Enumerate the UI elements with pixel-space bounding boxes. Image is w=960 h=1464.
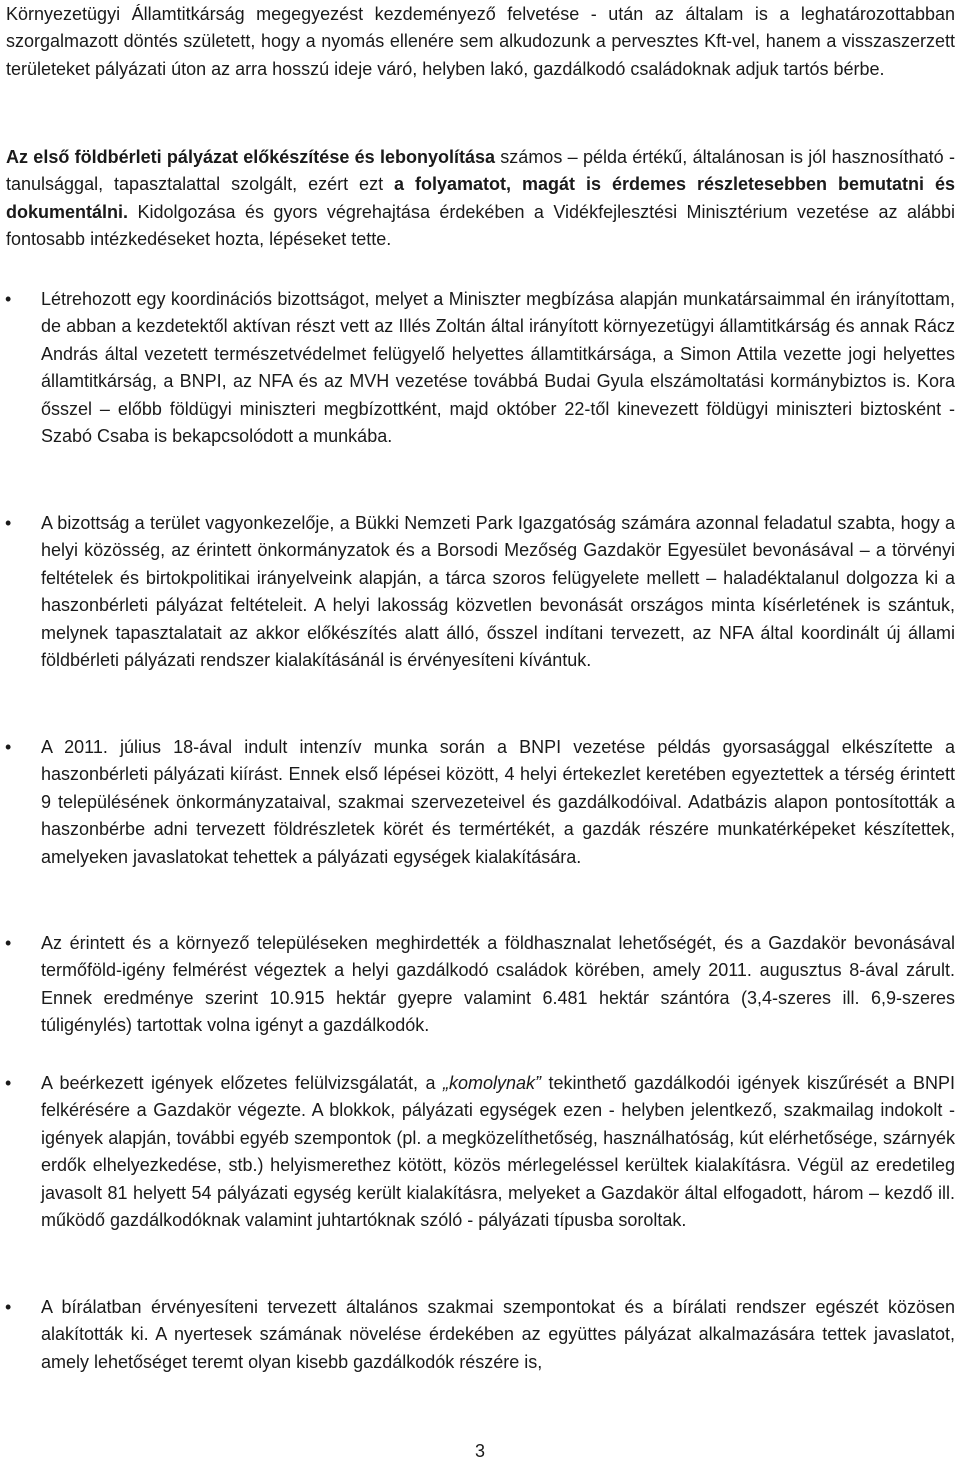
list-item-text <box>41 1070 955 1234</box>
bullet-icon: • <box>5 737 12 757</box>
list-item-text: A bírálatban érvényesíteni tervezett általános szakmai szempontokat és a bírálati rendszer egészét közösen alakították ki. A nyertesek számának növelése érdekében az együttes pályázat alkalmazására tettek javaslatot, amely lehetőséget teremt olyan kisebb gazdálkodók részére is, <box>41 1297 955 1372</box>
list-item <box>6 734 955 871</box>
list-item-text: Létrehozott egy koordinációs bizottságot, melyet a Miniszter megbízása alapján munkatársaimmal én irányítottam, de abban a kezdetektől aktívan részt vett az Illés Zoltán által irányított környezetügyi államtitkárság és annak Rácz András által vezetett természetvédelmet felügyelő helyettes államtitkársága, a Simon Attila vezette jogi helyettes államtitkárság, a BNPI, az NFA és az MVH vezetése továbbá Budai Gyula elszámoltatási kormánybiztos is. Kora ősszel – előbb földügyi miniszteri megbízottként, majd október 22-től kinevezett földügyi miniszteri biztosként - Szabó Csaba is bekapcsolódott a munkába. <box>41 289 955 447</box>
bullet-icon: • <box>5 289 12 309</box>
intro-paragraph: Környezetügyi Államtitkárság megegyezést kezdeményező felvetése - után az általam is a leghatározottabban szorgalmazott döntés született, hogy a nyomás ellenére sem alkudozunk a pervesztes Kft-vel, hanem a visszaszerzett területeket pályázati úton az arra hosszú ideje váró, helyben lakó, gazdálkodó családoknak adjuk tartós bérbe. <box>6 4 955 79</box>
list-item <box>6 286 955 450</box>
list-item-text-rest: tekinthető gazdálkodói igények kiszűrését a BNPI felkérésére a Gazdakör végezte. A blokkok, pályázati egységek ezen - helyben jelentkező, szakmailag indokolt - igények alapján, további egyéb szempontok (pl. a megközelíthetőség, használhatóság, kút elérhetősége, szárnyék erdők elhelyezkedése, stb.) helyismerethez kötött, közös mérlegeléssel kerültek kialakításra. Végül az eredetileg javasolt 81 helyett 54 pályázati egység került kialakításra, melyeket a Gazdakör által elfogadott, három – kezdő ill. működő gazdálkodóknak valamint juhtartóknak szóló - pályázati típusba soroltak. <box>41 1073 955 1231</box>
page-number: 3 <box>474 1441 485 1461</box>
italic-quote: „komolynak” <box>442 1073 542 1093</box>
list-item <box>6 1070 955 1234</box>
bullet-icon: • <box>5 1297 12 1317</box>
bullet-icon: • <box>5 513 12 533</box>
bullet-icon: • <box>5 933 12 953</box>
list-item-text-start: A beérkezett igények előzetes felülvizsgálatát, a <box>41 1073 443 1093</box>
list-item-text: Az érintett és a környező településeken meghirdették a földhasznalat lehetőségét, és a Gazdakör bevonásával termőföld-igény felmérést végeztek a helyi gazdálkodó családok körében, amely 2011. augusztus 8-ával zárult. Ennek eredménye szerint 10.915 hektár gyepre valamint 6.481 hektár szántóra (3,4-szeres ill. 6,9-szeres túligénylés) tartottak volna igényt a gazdálkodók. <box>41 933 955 1036</box>
bold-emphasis-phrase: a folyamatot, magát is érdemes részletesebben bemutatni és dokumentálni. <box>6 174 955 222</box>
list-item <box>6 930 955 1040</box>
list-item <box>6 1294 955 1376</box>
list-item <box>6 510 955 674</box>
list-item-text: A 2011. július 18-ával indult intenzív munka során a BNPI vezetése példás gyorsasággal elkészítette a haszonbérleti pályázati kiírást. Ennek első lépései között, 4 helyi értekezlet keretében egyeztettek a térség érintett 9 településének önkormányzataival, szakmai szervezeteivel és gazdálkodóival. Adatbázis alapon pontosították a haszonbérbe adni tervezett földrészletek körét és termértékét, a gazdák részére munkatérképeket készítettek, amelyeken javaslatokat tehettek a pályázati egységek kialakítására. <box>41 737 955 867</box>
bullet-icon: • <box>5 1073 12 1093</box>
paragraph-text: számos – példa értékű, általánosan is jól hasznosítható - tanulsággal, tapasztalattal szolgált, ezért ezt <box>6 147 955 195</box>
list-item-text: A bizottság a terület vagyonkezelője, a Bükki Nemzeti Park Igazgatóság számára azonnal feladatul szabta, hogy a helyi közösség, az érintett önkormányzatok és a Borsodi Mezőség Gazdakör Egyesület bevonásával – a törvényi feltételek és birtokpolitikai irányelveink alapján, a tárca szoros felügyelete mellett – haladéktalanul dolgozza ki a haszonbérleti pályázat feltételeit. A helyi lakosság közvetlen bevonását országos minta kísérletének is szántuk, melynek tapasztalatait az akkor előkészítés alatt álló, ősszel indítani tervezett, az NFA által koordinált új állami földbérleti pályázati rendszer kialakításánál is érvényesíteni kívántuk. <box>41 513 955 671</box>
process-intro-paragraph <box>6 144 955 254</box>
paragraph-text: Kidolgozása és gyors végrehajtása érdekében a Vidékfejlesztési Minisztérium vezetése az alábbi fontosabb intézkedéseket hozta, lépéseket tette. <box>6 201 955 250</box>
bold-heading-phrase: Az első földbérleti pályázat előkészítése és lebonyolítása <box>6 147 495 167</box>
